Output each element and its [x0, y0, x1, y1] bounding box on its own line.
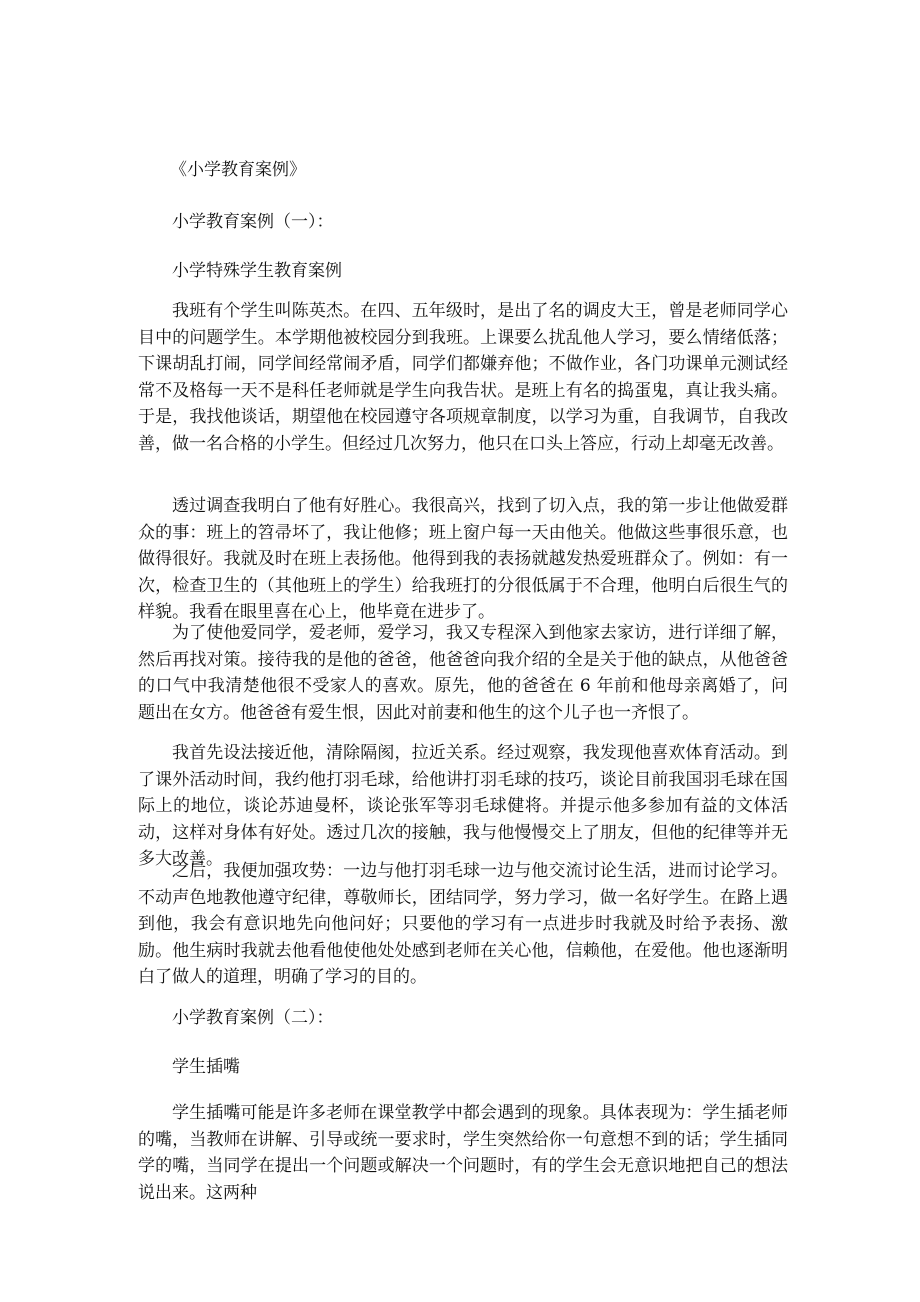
case-1-paragraph-4: 我首先设法接近他，清除隔阂，拉近关系。经过观察，我发现他喜欢体育活动。到了课外活动时间，我约他打羽毛球，给他讲打羽毛球的技巧，谈论目前我国羽毛球在国际上的地位，谈论苏迪曼杯，谈论张军等羽毛球健将。并提示他多参加有益的文体活动，这样对身体有好处。透过几次的接触，我与他慢慢交上了朋友，但他的纪律等并无多大改善。	[138, 743, 788, 870]
case-2-subtitle: 学生插嘴	[172, 1057, 240, 1077]
case-2-paragraph-1: 学生插嘴可能是许多老师在课堂教学中都会遇到的现象。具体表现为：学生插老师的嘴，当教师在讲解、引导或统一要求时，学生突然给你一句意想不到的话；学生插同学的嘴，当同学在提出一个问题或解决一个问题时，有的学生会无意识地把自己的想法说出来。这两种	[138, 1103, 788, 1203]
case-1-paragraph-2: 透过调查我明白了他有好胜心。我很高兴，找到了切入点，我的第一步让他做爱群众的事：班上的笤帚坏了，我让他修；班上窗户每一天由他关。他做这些事很乐意，也做得很好。我就及时在班上表扬他。他得到我的表扬就越发热爱班群众了。例如：有一次，检查卫生的（其他班上的学生）给我班打的分很低属于不合理，他明白后很生气的样貌。我看在眼里喜在心上，他毕竟在进步了。	[138, 496, 788, 623]
case-1-paragraph-1: 我班有个学生叫陈英杰。在四、五年级时，是出了名的调皮大王，曾是老师同学心目中的问题学生。本学期他被校园分到我班。上课要么扰乱他人学习，要么情绪低落；下课胡乱打闹，同学间经常闹矛盾，同学们都嫌弃他；不做作业，各门功课单元测试经常不及格每一天不是科任老师就是学生向我告状。是班上有名的捣蛋鬼，真让我头痛。于是，我找他谈话，期望他在校园遵守各项规章制度，以学习为重，自我调节，自我改善，做一名合格的小学生。但经过几次努力，他只在口头上答应，行动上却毫无改善。	[138, 301, 788, 454]
document-title: 《小学教育案例》	[170, 160, 306, 180]
case-1-paragraph-5: 之后，我便加强攻势：一边与他打羽毛球一边与他交流讨论生活，进而讨论学习。不动声色地教他遵守纪律，尊敬师长，团结同学，努力学习，做一名好学生。在路上遇到他，我会有意识地先向他问好；只要他的学习有一点进步时我就及时给予表扬、激励。他生病时我就去他看他使他处处感到老师在关心他，信赖他，在爱他。他也逐渐明白了做人的道理，明确了学习的目的。	[138, 861, 788, 988]
case-1-heading: 小学教育案例（一）：	[172, 212, 334, 232]
case-2-heading: 小学教育案例（二）：	[172, 1008, 334, 1028]
case-1-paragraph-3: 为了使他爱同学，爱老师，爱学习，我又专程深入到他家去家访，进行详细了解，然后再找对策。接待我的是他的爸爸，他爸爸向我介绍的全是关于他的缺点，从他爸爸的口气中我清楚他很不受家人的喜欢。原先，他的爸爸在 6 年前和他母亲离婚了，问题出在女方。他爸爸有爱生恨，因此对前妻和他生的这个儿子也一齐恨了。	[138, 623, 788, 723]
case-1-subtitle: 小学特殊学生教育案例	[172, 261, 342, 281]
